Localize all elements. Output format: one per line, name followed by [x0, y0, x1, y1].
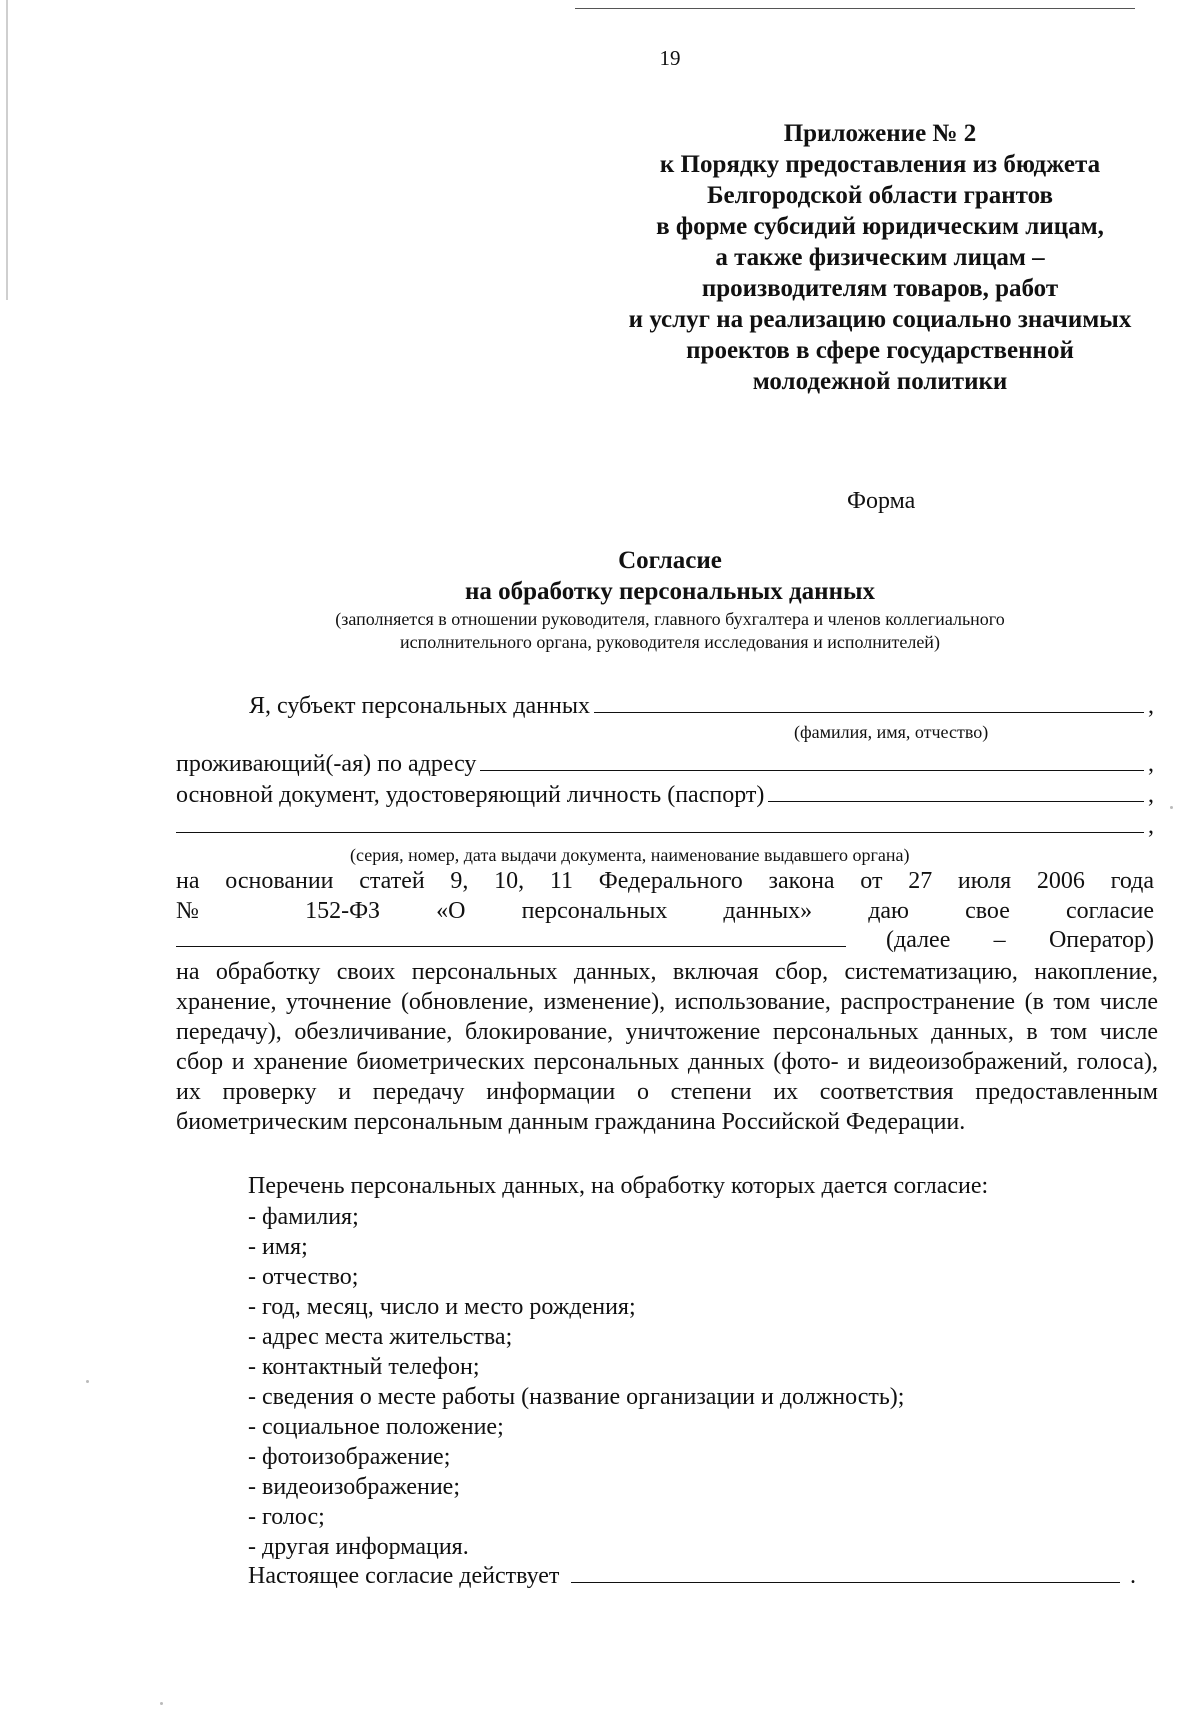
subject-name-field[interactable]: [594, 692, 1144, 713]
operator-label: (далее – Оператор): [886, 927, 1154, 953]
appendix-line: проектов в сфере государственной: [686, 337, 1074, 364]
document-details-field[interactable]: [176, 812, 1144, 833]
list-item: - год, месяц, число и место рождения;: [248, 1294, 636, 1320]
comma: ,: [1148, 813, 1154, 839]
operator-row: [176, 926, 1154, 954]
operator-field[interactable]: [176, 926, 846, 947]
list-item: - контактный телефон;: [248, 1354, 480, 1380]
list-item: - отчество;: [248, 1264, 359, 1290]
list-item: - другая информация.: [248, 1534, 469, 1560]
appendix-line: Приложение № 2: [783, 120, 977, 147]
comma: ,: [1148, 693, 1154, 719]
appendix-line: и услуг на реализацию социально значимых: [628, 306, 1132, 333]
subtitle-line-1: (заполняется в отношении руководителя, главного бухгалтера и членов коллегиального: [335, 609, 1005, 629]
list-item: - адрес места жительства;: [248, 1324, 513, 1350]
comma: ,: [1148, 782, 1154, 808]
scan-speck: [1170, 806, 1173, 809]
address-field[interactable]: [480, 750, 1144, 771]
document-caption: (серия, номер, дата выдачи документа, наименование выдавшего органа): [350, 845, 910, 865]
validity-field[interactable]: [571, 1562, 1120, 1583]
address-label: проживающий(-ая) по адресу: [176, 751, 477, 777]
appendix-header: [590, 118, 1170, 397]
document-row: [176, 781, 1154, 809]
appendix-line: в форме субсидий юридическим лицам,: [656, 213, 1104, 240]
list-intro: Перечень персональных данных, на обработку которых дается согласие:: [248, 1173, 989, 1199]
form-label: Форма: [847, 488, 916, 514]
subject-row: [176, 692, 1154, 720]
subject-caption: (фамилия, имя, отчество): [794, 722, 989, 742]
validity-row: [248, 1562, 1136, 1590]
address-row: [176, 750, 1154, 778]
document-title: [0, 545, 1200, 607]
list-item: - голос;: [248, 1504, 325, 1530]
consent-paragraph: на обработку своих персональных данных, включая сбор, систематизацию, накопление, хранение, уточнение (обновление, изменение), использование, распространение (в том числе передачу), обезличивание, блокирование, уничтожение персональных данных, в том числе сбор и хранение биометрических персональных данных (фото- и видеоизображений, голоса), их проверку и передачу информации о степени их соответствия предоставленным биометрическим персональным данным гражданина Российской Федерации.: [176, 959, 1158, 1135]
list-item: - видеоизображение;: [248, 1474, 461, 1500]
basis-line-1: на основании статей 9, 10, 11 Федерального закона от 27 июля 2006 года: [176, 868, 1154, 894]
scan-speck: [160, 1702, 163, 1705]
scan-edge-top: [575, 8, 1135, 9]
list-item: - сведения о месте работы (название организации и должность);: [248, 1384, 905, 1410]
appendix-line: к Порядку предоставления из бюджета: [659, 151, 1101, 178]
appendix-line: а также физическим лицам –: [715, 244, 1045, 271]
page-number: 19: [659, 46, 681, 70]
document-subtitle: [0, 608, 1200, 654]
list-item: - имя;: [248, 1234, 308, 1260]
subject-label: Я, субъект персональных данных: [249, 693, 590, 719]
period: .: [1130, 1563, 1136, 1589]
basis-line-2: № 152-ФЗ «О персональных данных» даю свое согласие: [176, 898, 1154, 924]
document-label: основной документ, удостоверяющий личность (паспорт): [176, 782, 765, 808]
validity-label: Настоящее согласие действует: [248, 1563, 560, 1589]
title-line-2: на обработку персональных данных: [465, 578, 875, 605]
title-line-1: Согласие: [618, 547, 722, 574]
list-item: - социальное положение;: [248, 1414, 504, 1440]
personal-data-list: [248, 1202, 904, 1562]
document-field[interactable]: [768, 781, 1144, 802]
appendix-line: производителям товаров, работ: [701, 275, 1059, 302]
list-item: - фотоизображение;: [248, 1444, 451, 1470]
appendix-line: молодежной политики: [752, 368, 1008, 395]
appendix-line: Белгородской области грантов: [707, 182, 1053, 209]
comma: ,: [1148, 751, 1154, 777]
document-details-row: [176, 812, 1154, 840]
scan-speck: [86, 1380, 89, 1383]
list-item: - фамилия;: [248, 1204, 359, 1230]
subtitle-line-2: исполнительного органа, руководителя исследования и исполнителей): [400, 632, 940, 652]
scan-edge-left: [6, 0, 8, 300]
